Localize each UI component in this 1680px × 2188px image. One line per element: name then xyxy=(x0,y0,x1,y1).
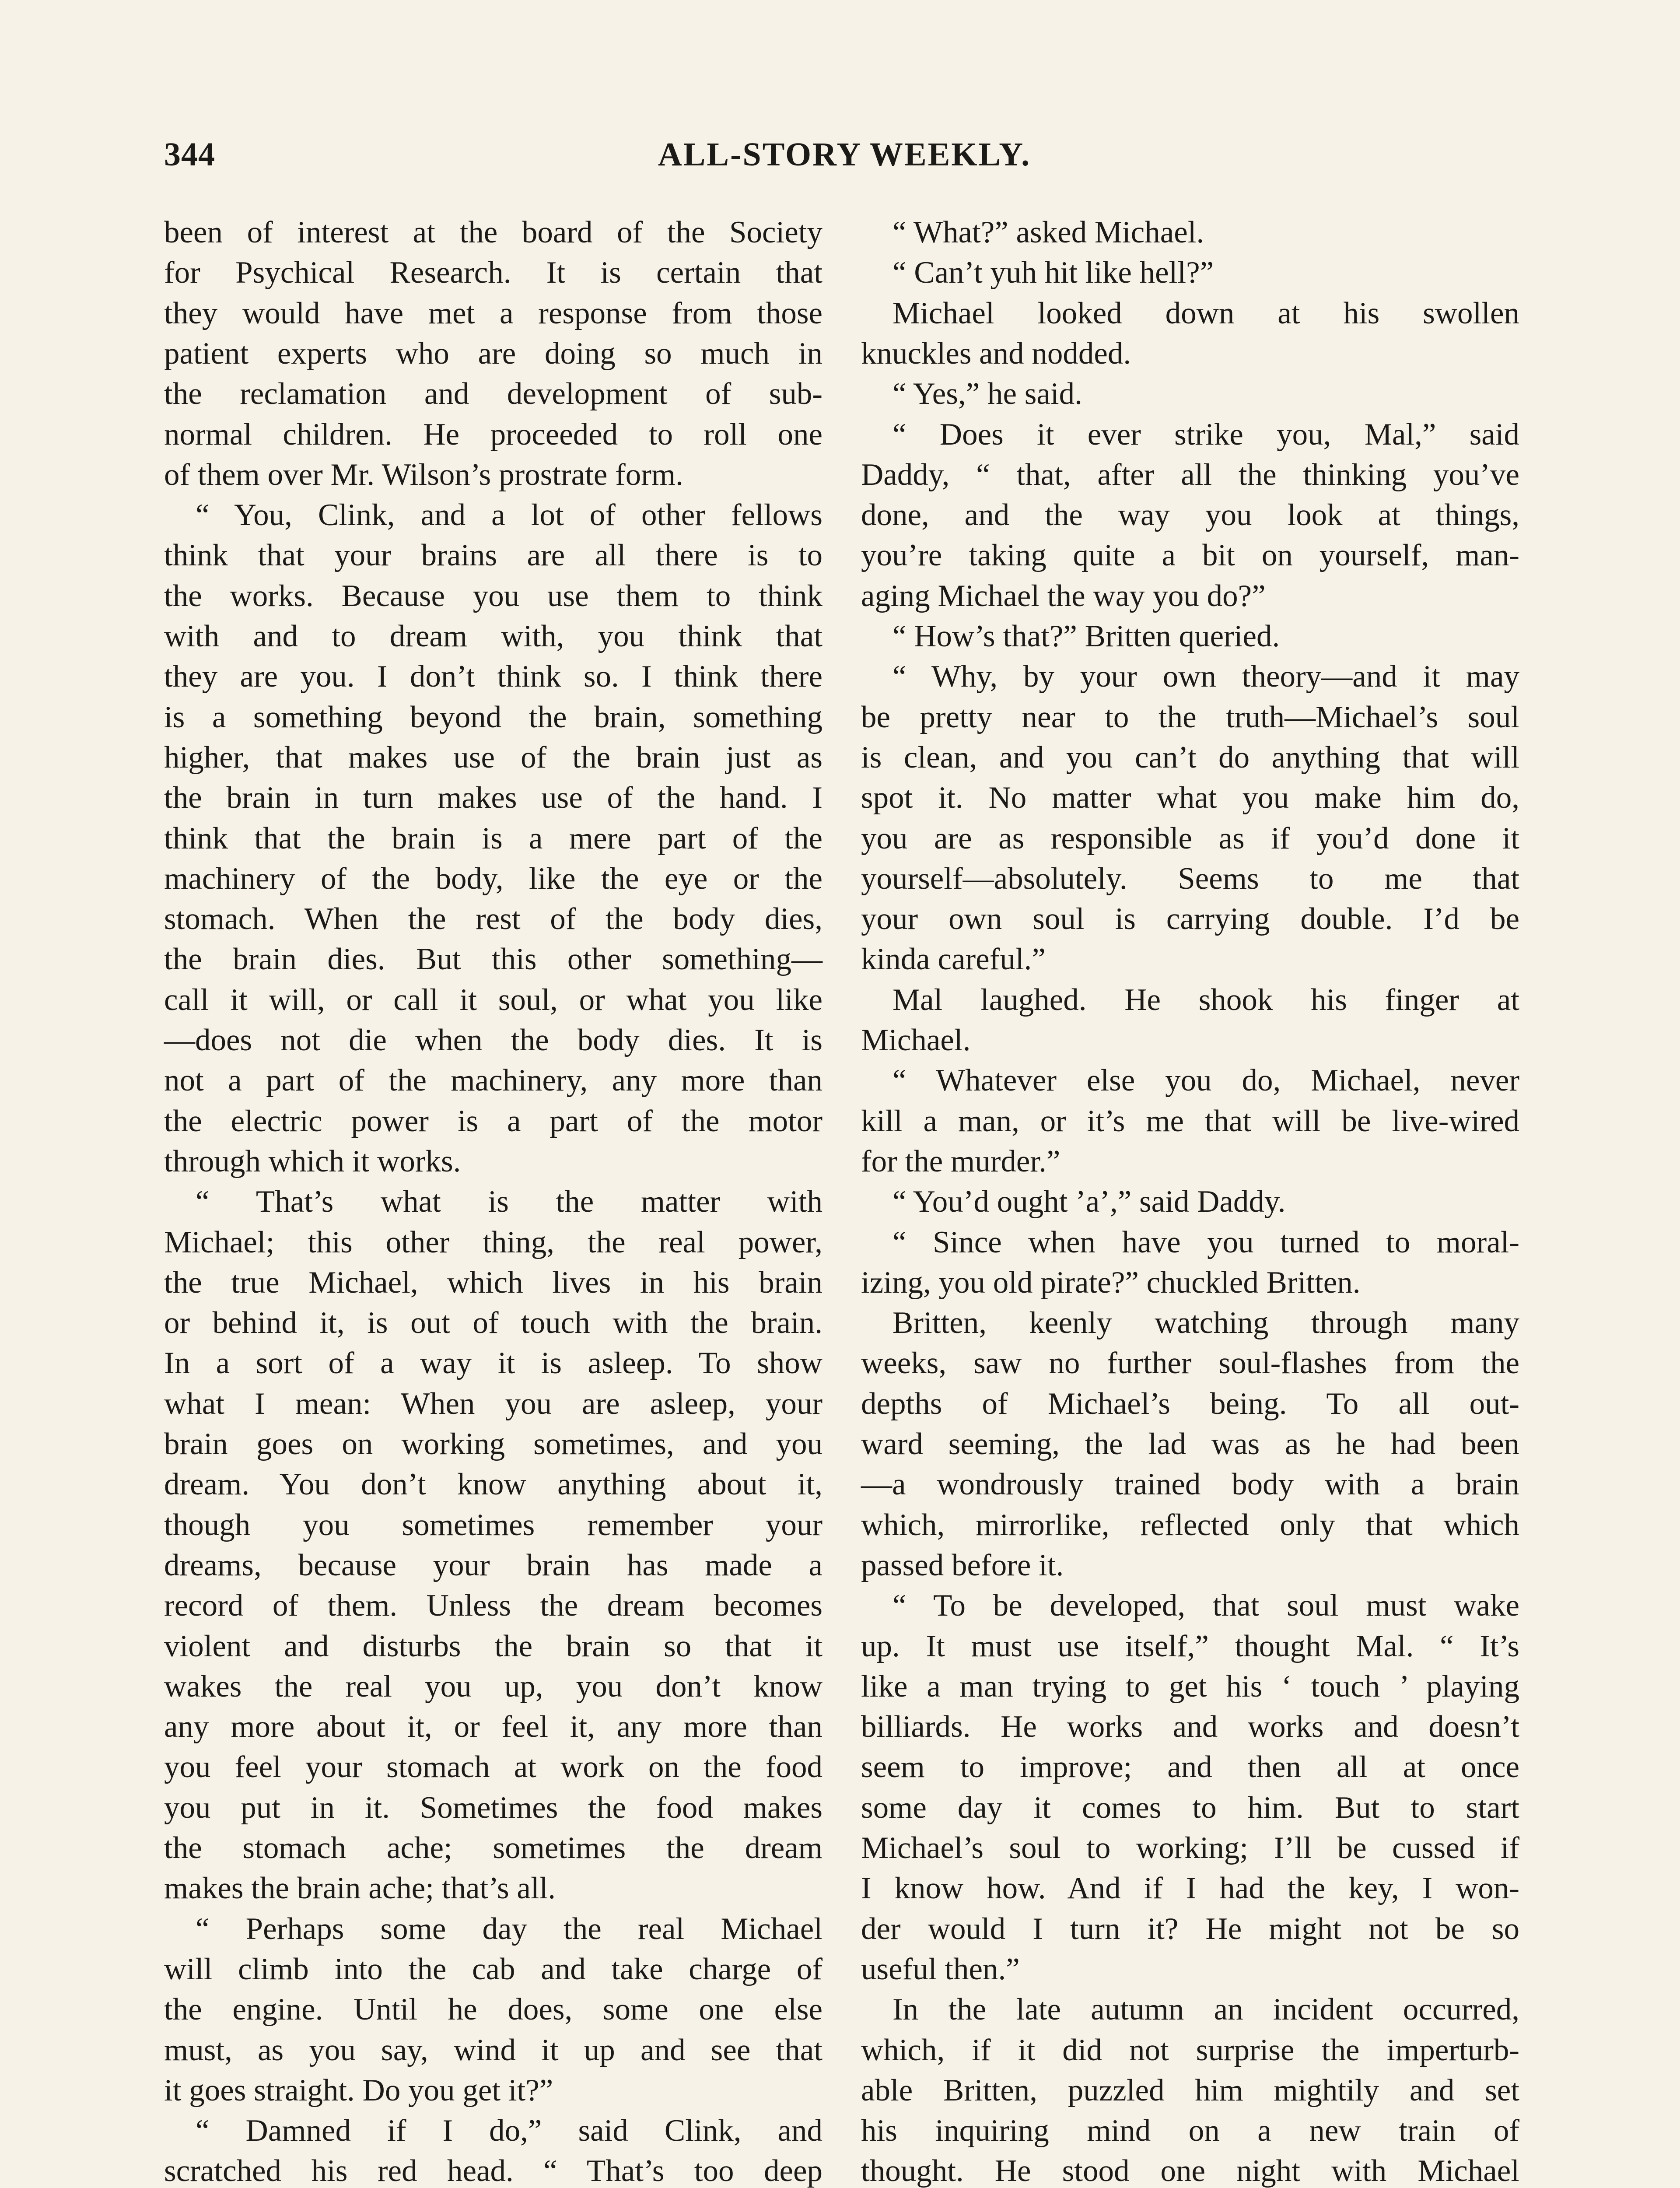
text-line: be pretty near to the truth—Michael’s soul xyxy=(861,700,1519,734)
text-line: through which it works. xyxy=(164,1144,461,1178)
text-line: any more about it, or feel it, any more than xyxy=(164,1710,822,1744)
text-line: der would I turn it? He might not be so xyxy=(861,1911,1519,1946)
text-line: aging Michael the way you do?” xyxy=(861,579,1266,613)
text-line: the stomach ache; sometimes the dream xyxy=(164,1831,822,1865)
text-line: up. It must use itself,” thought Mal. “ It’s xyxy=(861,1629,1519,1663)
text-line: thought. He stood one night with Michael xyxy=(861,2154,1519,2188)
text-line: kinda careful.” xyxy=(861,942,1046,977)
text-line: In the late autumn an incident occurred, xyxy=(892,1992,1519,2027)
text-line: the reclamation and development of sub- xyxy=(164,377,822,411)
text-line: ward seeming, the lad was as he had been xyxy=(861,1427,1519,1461)
text-line: izing, you old pirate?” chuckled Britten. xyxy=(861,1265,1361,1300)
text-line: depths of Michael’s being. To all out- xyxy=(861,1386,1519,1421)
text-line: some day it comes to him. But to start xyxy=(861,1790,1519,1825)
text-line: Mal laughed. He shook his finger at xyxy=(892,982,1519,1017)
text-line: “ Does it ever strike you, Mal,” said xyxy=(892,417,1519,452)
text-line: weeks, saw no further soul-flashes from the xyxy=(861,1346,1519,1381)
page-header xyxy=(164,136,1525,184)
text-line: “ You, Clink, and a lot of other fellows xyxy=(196,498,822,533)
text-line: is clean, and you can’t do anything that will xyxy=(861,740,1519,775)
text-line: which, mirrorlike, reflected only that which xyxy=(861,1508,1519,1542)
text-line: record of them. Unless the dream becomes xyxy=(164,1588,822,1623)
text-line: dreams, because your brain has made a xyxy=(164,1548,822,1582)
text-line: the works. Because you use them to think xyxy=(164,579,822,613)
text-line: which, if it did not surprise the imperturb- xyxy=(861,2033,1519,2067)
text-line: or behind it, is out of touch with the brain. xyxy=(164,1306,822,1340)
text-line: scratched his red head. “ That’s too deep xyxy=(164,2154,822,2188)
text-line: you put in it. Sometimes the food makes xyxy=(164,1790,822,1825)
text-line: the brain in turn makes use of the hand. I xyxy=(164,781,822,815)
text-line: brain goes on working sometimes, and you xyxy=(164,1427,822,1461)
text-line: not a part of the machinery, any more than xyxy=(164,1063,822,1098)
text-line: been of interest at the board of the Society xyxy=(164,215,822,249)
text-line: “ Yes,” he said. xyxy=(892,377,1082,411)
text-line: like a man trying to get his ‘ touch ’ playing xyxy=(861,1669,1519,1704)
text-line: Michael; this other thing, the real power, xyxy=(164,1225,822,1259)
text-line: Daddy, “ that, after all the thinking you’ve xyxy=(861,457,1519,492)
text-line: think that your brains are all there is to xyxy=(164,538,822,573)
text-line: the electric power is a part of the motor xyxy=(164,1104,822,1138)
text-line: “ Whatever else you do, Michael, never xyxy=(892,1063,1519,1098)
text-line: you feel your stomach at work on the food xyxy=(164,1750,822,1785)
text-line: of them over Mr. Wilson’s prostrate form. xyxy=(164,457,683,492)
text-line: “ To be developed, that soul must wake xyxy=(892,1588,1519,1623)
text-line: I know how. And if I had the key, I won- xyxy=(861,1871,1519,1906)
text-line: with and to dream with, you think that xyxy=(164,619,822,653)
text-line: the engine. Until he does, some one else xyxy=(164,1992,822,2027)
text-line: “ Since when have you turned to moral- xyxy=(892,1225,1519,1259)
text-line: patient experts who are doing so much in xyxy=(164,336,822,371)
text-line: they would have met a response from those xyxy=(164,296,822,330)
text-line: “ Can’t yuh hit like hell?” xyxy=(892,256,1214,290)
text-line: though you sometimes remember your xyxy=(164,1508,822,1542)
page-number: 344 xyxy=(164,136,215,173)
text-line: —a wondrously trained body with a brain xyxy=(861,1467,1519,1502)
text-line: kill a man, or it’s me that will be live-wired xyxy=(861,1104,1519,1138)
text-line: useful then.” xyxy=(861,1952,1020,1986)
text-line: his inquiring mind on a new train of xyxy=(861,2114,1519,2148)
text-line: “ What?” asked Michael. xyxy=(892,215,1204,249)
text-line: “ How’s that?” Britten queried. xyxy=(892,619,1280,653)
text-line: stomach. When the rest of the body dies, xyxy=(164,902,822,936)
running-title: ALL-STORY WEEKLY. xyxy=(658,136,1031,173)
text-line: able Britten, puzzled him mightily and set xyxy=(861,2073,1519,2107)
text-line: must, as you say, wind it up and see that xyxy=(164,2033,822,2067)
text-line: what I mean: When you are asleep, your xyxy=(164,1386,822,1421)
text-line: you are as responsible as if you’d done it xyxy=(861,821,1519,856)
text-line: for the murder.” xyxy=(861,1144,1060,1178)
text-line: Britten, keenly watching through many xyxy=(892,1306,1519,1340)
text-line: is a something beyond the brain, something xyxy=(164,700,822,734)
text-line: —does not die when the body dies. It is xyxy=(164,1023,822,1057)
text-line: violent and disturbs the brain so that it xyxy=(164,1629,822,1663)
text-line: call it will, or call it soul, or what you like xyxy=(164,982,822,1017)
text-line: Michael’s soul to working; I’ll be cussed if xyxy=(861,1831,1519,1865)
text-line: it goes straight. Do you get it?” xyxy=(164,2073,553,2107)
text-line: seem to improve; and then all at once xyxy=(861,1750,1519,1785)
text-line: “ Why, by your own theory—and it may xyxy=(892,659,1519,694)
text-line: “ Damned if I do,” said Clink, and xyxy=(196,2114,822,2148)
text-line: the brain dies. But this other something— xyxy=(164,942,822,977)
text-line: makes the brain ache; that’s all. xyxy=(164,1871,556,1906)
text-line: “ That’s what is the matter with xyxy=(196,1185,822,1219)
text-line: machinery of the body, like the eye or the xyxy=(164,861,822,896)
text-line: billiards. He works and works and doesn’t xyxy=(861,1710,1519,1744)
text-line: higher, that makes use of the brain just as xyxy=(164,740,822,775)
text-line: they are you. I don’t think so. I think there xyxy=(164,659,822,694)
text-line: “ You’d ought ’a’,” said Daddy. xyxy=(892,1185,1286,1219)
text-line: dream. You don’t know anything about it, xyxy=(164,1467,822,1502)
text-line: spot it. No matter what you make him do, xyxy=(861,781,1519,815)
text-line: wakes the real you up, you don’t know xyxy=(164,1669,822,1704)
text-line: Michael looked down at his swollen xyxy=(892,296,1519,330)
text-line: passed before it. xyxy=(861,1548,1064,1582)
text-line: done, and the way you look at things, xyxy=(861,498,1519,533)
text-line: “ Perhaps some day the real Michael xyxy=(196,1911,822,1946)
text-line: In a sort of a way it is asleep. To show xyxy=(164,1346,822,1381)
text-line: your own soul is carrying double. I’d be xyxy=(861,902,1519,936)
text-line: the true Michael, which lives in his brain xyxy=(164,1265,822,1300)
text-line: think that the brain is a mere part of the xyxy=(164,821,822,856)
text-line: normal children. He proceeded to roll one xyxy=(164,417,822,452)
text-line: Michael. xyxy=(861,1023,971,1057)
text-line: for Psychical Research. It is certain that xyxy=(164,256,822,290)
text-line: will climb into the cab and take charge of xyxy=(164,1952,822,1986)
text-line: you’re taking quite a bit on yourself, man- xyxy=(861,538,1519,573)
text-line: knuckles and nodded. xyxy=(861,336,1131,371)
text-line: yourself—absolutely. Seems to me that xyxy=(861,861,1519,896)
